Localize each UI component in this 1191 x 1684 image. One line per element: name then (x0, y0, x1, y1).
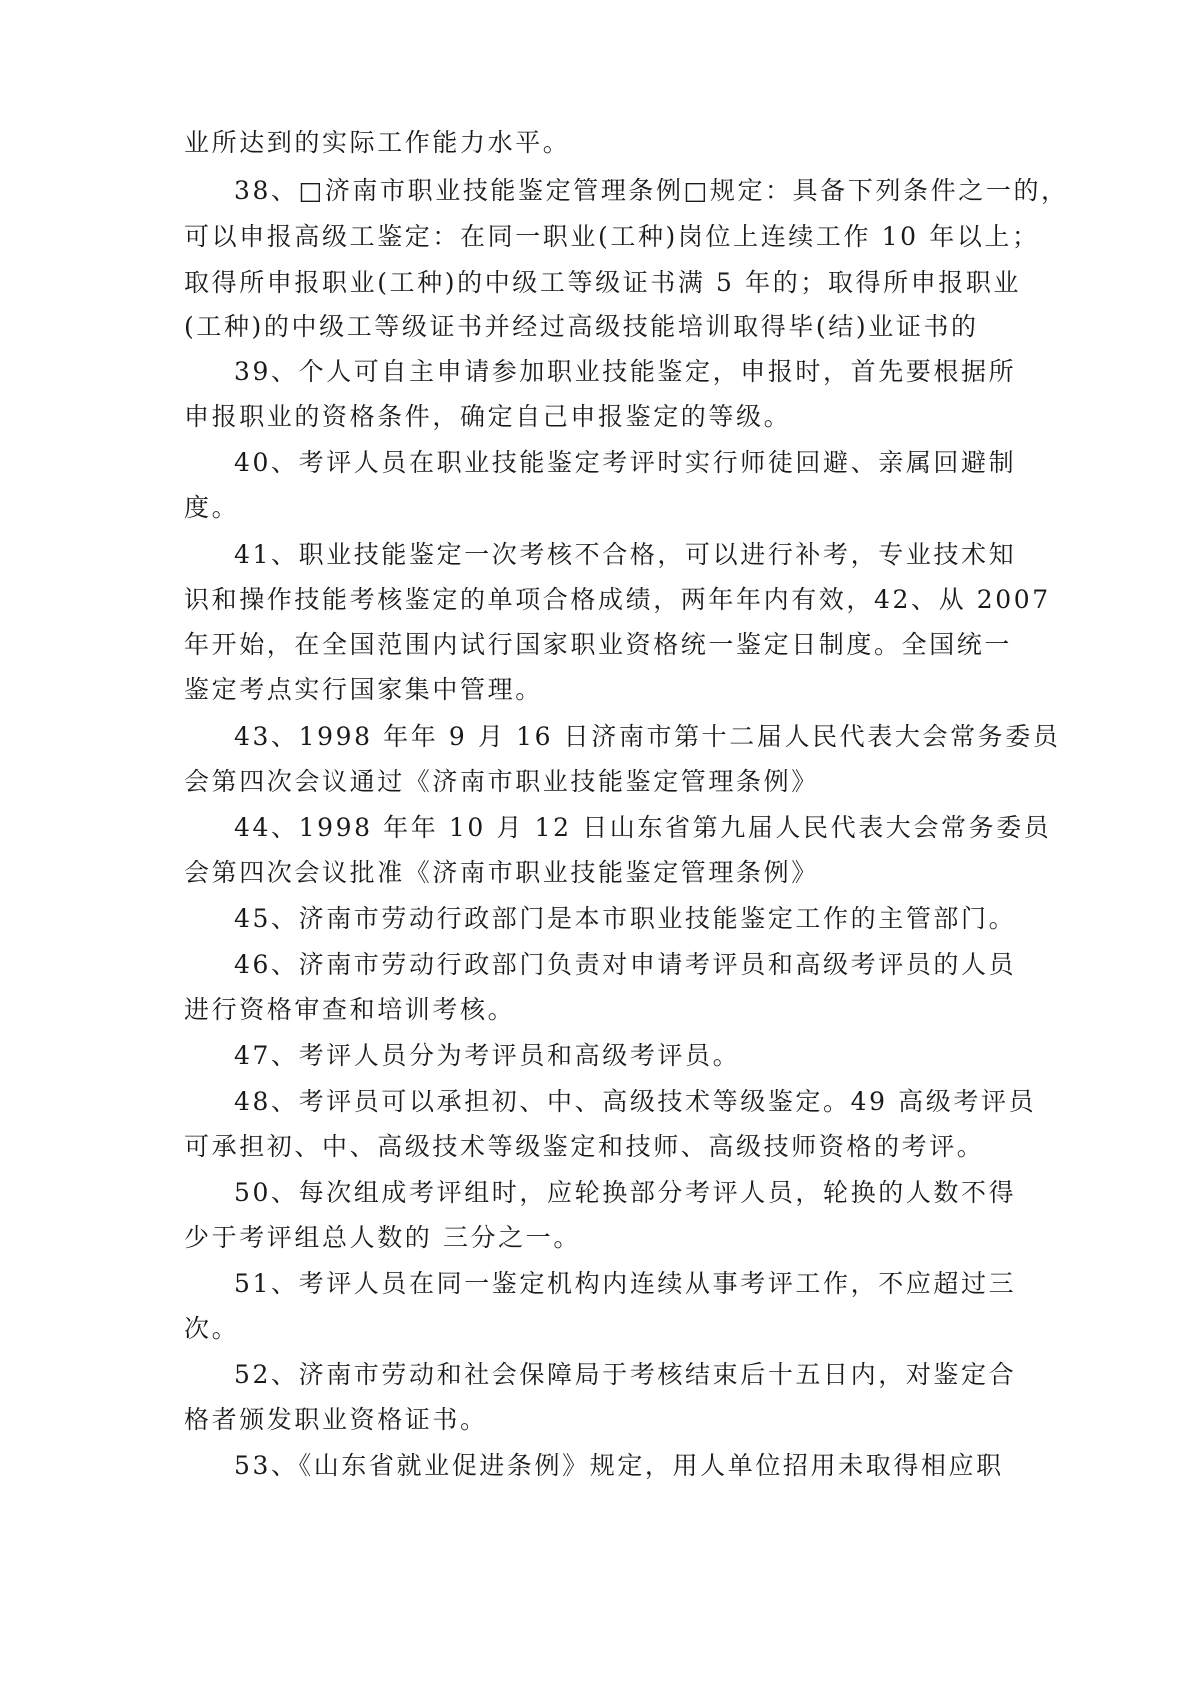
text-line: 41、职业技能鉴定一次考核不合格，可以进行补考，专业技术知 (234, 540, 1017, 569)
text-line: 少于考评组总人数的 三分之一。 (184, 1223, 581, 1252)
text-line: 可承担初、中、高级技术等级鉴定和技师、高级技师资格的考评。 (184, 1132, 985, 1161)
text-line: 年开始，在全国范围内试行国家职业资格统一鉴定日制度。全国统一 (184, 630, 1013, 659)
text-line: 次。 (184, 1314, 240, 1343)
text-line: 43、1998 年年 9 月 16 日济南市第十二届人民代表大会常务委员 (234, 722, 1061, 751)
text-line: 40、考评人员在职业技能鉴定考评时实行师徒回避、亲属回避制 (234, 448, 1017, 477)
text-line: 进行资格审查和培训考核。 (184, 995, 516, 1024)
text-line: (工种)的中级工等级证书并经过高级技能培训取得毕(结)业证书的 (184, 312, 979, 341)
text-line: 45、济南市劳动行政部门是本市职业技能鉴定工作的主管部门。 (234, 904, 1017, 933)
text-line: 业所达到的实际工作能力水平。 (184, 128, 571, 157)
text-line: 48、考评员可以承担初、中、高级技术等级鉴定。49 高级考评员 (234, 1087, 1037, 1116)
text-line: 44、1998 年年 10 月 12 日山东省第九届人民代表大会常务委员 (234, 813, 1052, 842)
text-line: 46、济南市劳动行政部门负责对申请考评员和高级考评员的人员 (234, 950, 1017, 979)
text-line: 鉴定考点实行国家集中管理。 (184, 675, 543, 704)
text-line: 50、每次组成考评组时，应轮换部分考评人员，轮换的人数不得 (234, 1178, 1017, 1207)
text-line: 53、《山东省就业促进条例》规定，用人单位招用未取得相应职 (234, 1451, 1004, 1480)
text-line: 39、个人可自主申请参加职业技能鉴定，申报时，首先要根据所 (234, 357, 1017, 386)
text-line: 38、□济南市职业技能鉴定管理条例□规定：具备下列条件之一的， (234, 176, 1069, 205)
text-line: 51、考评人员在同一鉴定机构内连续从事考评工作，不应超过三 (234, 1269, 1017, 1298)
text-line: 识和操作技能考核鉴定的单项合格成绩，两年年内有效，42、从 2007 (184, 585, 1051, 614)
text-line: 47、考评人员分为考评员和高级考评员。 (234, 1041, 741, 1070)
text-line: 取得所申报职业(工种)的中级工等级证书满 5 年的；取得所申报职业 (184, 268, 1022, 297)
text-line: 会第四次会议通过《济南市职业技能鉴定管理条例》 (184, 767, 819, 796)
text-line: 格者颁发职业资格证书。 (184, 1405, 488, 1434)
text-line: 52、济南市劳动和社会保障局于考核结束后十五日内，对鉴定合 (234, 1360, 1017, 1389)
text-line: 可以申报高级工鉴定：在同一职业(工种)岗位上连续工作 10 年以上； (184, 222, 1040, 251)
text-line: 申报职业的资格条件，确定自己申报鉴定的等级。 (184, 402, 792, 431)
text-line: 会第四次会议批准《济南市职业技能鉴定管理条例》 (184, 858, 819, 887)
text-line: 度。 (184, 493, 240, 522)
